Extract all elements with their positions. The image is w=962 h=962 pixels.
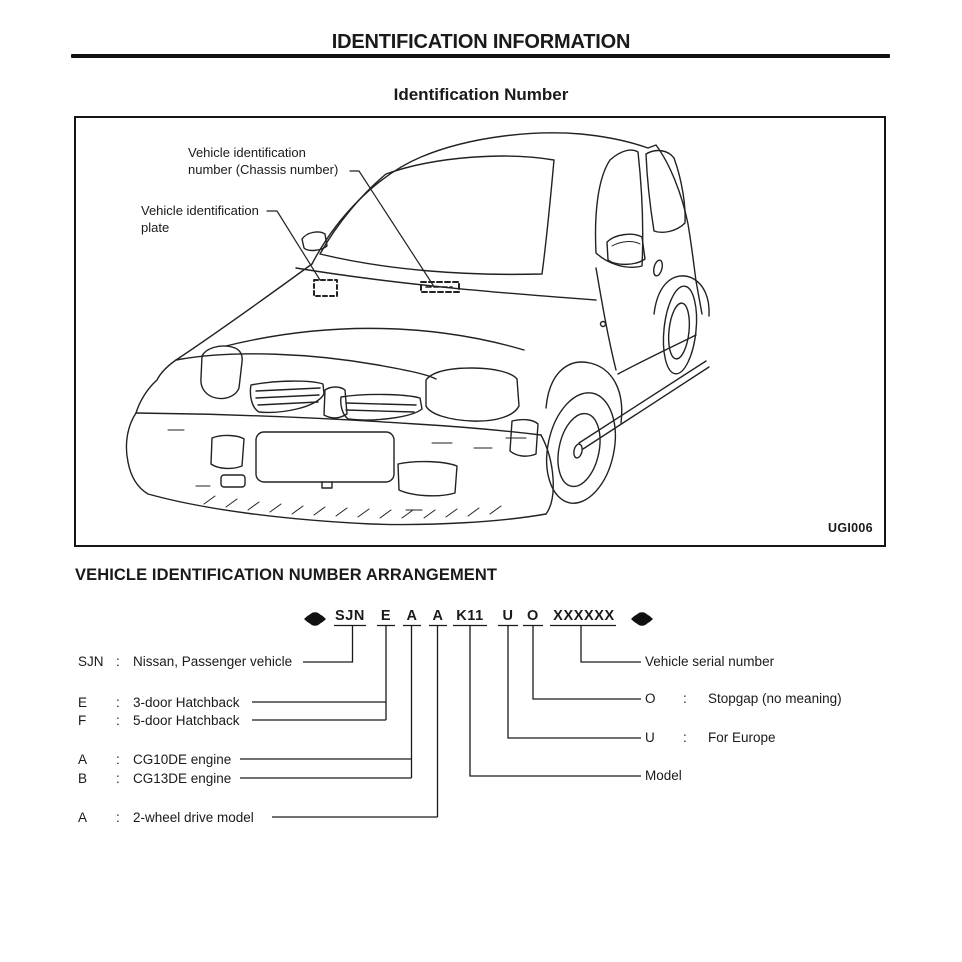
- vin-segment-prefix: SJN: [334, 608, 366, 624]
- legend-sep: :: [116, 695, 120, 710]
- bumper-outline: [126, 413, 546, 525]
- grille-right: [341, 394, 422, 420]
- door-window: [596, 150, 643, 267]
- legend-desc: Stopgap (no meaning): [708, 691, 842, 706]
- legend-desc: 3-door Hatchback: [133, 695, 240, 710]
- right-fog-lamp: [398, 462, 457, 496]
- legend-sep: :: [116, 810, 120, 825]
- chassis-number-label-line2: number (Chassis number): [188, 162, 339, 177]
- identification-figure: [74, 116, 886, 547]
- legend-desc: 5-door Hatchback: [133, 713, 240, 728]
- left-signal-lamp: [211, 435, 244, 468]
- legend-code: SJN: [78, 654, 104, 669]
- legend-sep: :: [683, 730, 687, 745]
- plate-leader-line: [267, 211, 320, 280]
- rear-wheel: [659, 285, 700, 376]
- right-headlight: [426, 368, 519, 421]
- page-title: IDENTIFICATION INFORMATION: [331, 31, 631, 53]
- vin-segment-body: E: [380, 608, 392, 624]
- lower-lip-hatching: [204, 496, 501, 518]
- legend-code: F: [78, 713, 87, 728]
- vin-segment-engine: A: [406, 608, 418, 624]
- legend-code: O: [645, 691, 656, 706]
- car-line-drawing: [76, 118, 880, 541]
- identification-plate-label-line1: Vehicle identification: [141, 203, 259, 218]
- front-wheel: [537, 386, 625, 509]
- legend-code: E: [78, 695, 88, 710]
- door-seam: [596, 268, 616, 370]
- door-handle: [652, 259, 664, 276]
- chassis-number-label-line1: Vehicle identification: [188, 145, 306, 160]
- subtitle: Identification Number: [393, 85, 569, 104]
- vin-segment-stopgap: O: [527, 608, 539, 624]
- chassis-number-label: [188, 144, 338, 178]
- left-mirror: [302, 232, 327, 251]
- legend-desc: CG13DE engine: [133, 771, 232, 786]
- legend-sep: :: [116, 713, 120, 728]
- arrangement-heading: VEHICLE IDENTIFICATION NUMBER ARRANGEMENT: [75, 566, 498, 584]
- legend-desc: For Europe: [708, 730, 776, 745]
- plate-recess: [256, 432, 394, 482]
- chassis-leader-line: [350, 171, 433, 285]
- legend-desc: 2-wheel drive model: [133, 810, 254, 825]
- vin-plate-dashed-box: [314, 280, 337, 296]
- identification-plate-label-line2: plate: [141, 220, 170, 235]
- car-roof-outline: [312, 133, 702, 314]
- car-bonnet-crease: [226, 328, 524, 350]
- title-rule: [71, 54, 890, 58]
- vin-segment-drive: A: [432, 608, 444, 624]
- legend-desc: CG10DE engine: [133, 752, 232, 767]
- figure-code: UGI006: [828, 521, 873, 535]
- legend-code: A: [78, 752, 88, 767]
- legend-sep: :: [116, 752, 120, 767]
- identification-plate-label: [141, 202, 259, 236]
- car-windshield: [320, 156, 554, 274]
- legend-code: U: [645, 730, 655, 745]
- legend-code: B: [78, 771, 88, 786]
- rocker-sill: [579, 361, 709, 449]
- vin-segment-model: K11: [456, 608, 484, 624]
- vin-segment-destination: U: [502, 608, 514, 624]
- legend-sep: :: [116, 654, 120, 669]
- diamond-marker-icon: [631, 612, 653, 626]
- legend-sep: :: [116, 771, 120, 786]
- vin-segment-serial: XXXXXX: [553, 608, 615, 624]
- legend-desc: Model: [645, 768, 682, 783]
- legend-sep: :: [683, 691, 687, 706]
- right-mirror: [607, 234, 645, 264]
- legend-desc: Nissan, Passenger vehicle: [133, 654, 293, 669]
- legend-desc: Vehicle serial number: [645, 654, 775, 669]
- diamond-marker-icon: [304, 612, 326, 626]
- legend-code: A: [78, 810, 88, 825]
- tow-hook: [221, 475, 245, 487]
- door-keyhole: [601, 322, 606, 327]
